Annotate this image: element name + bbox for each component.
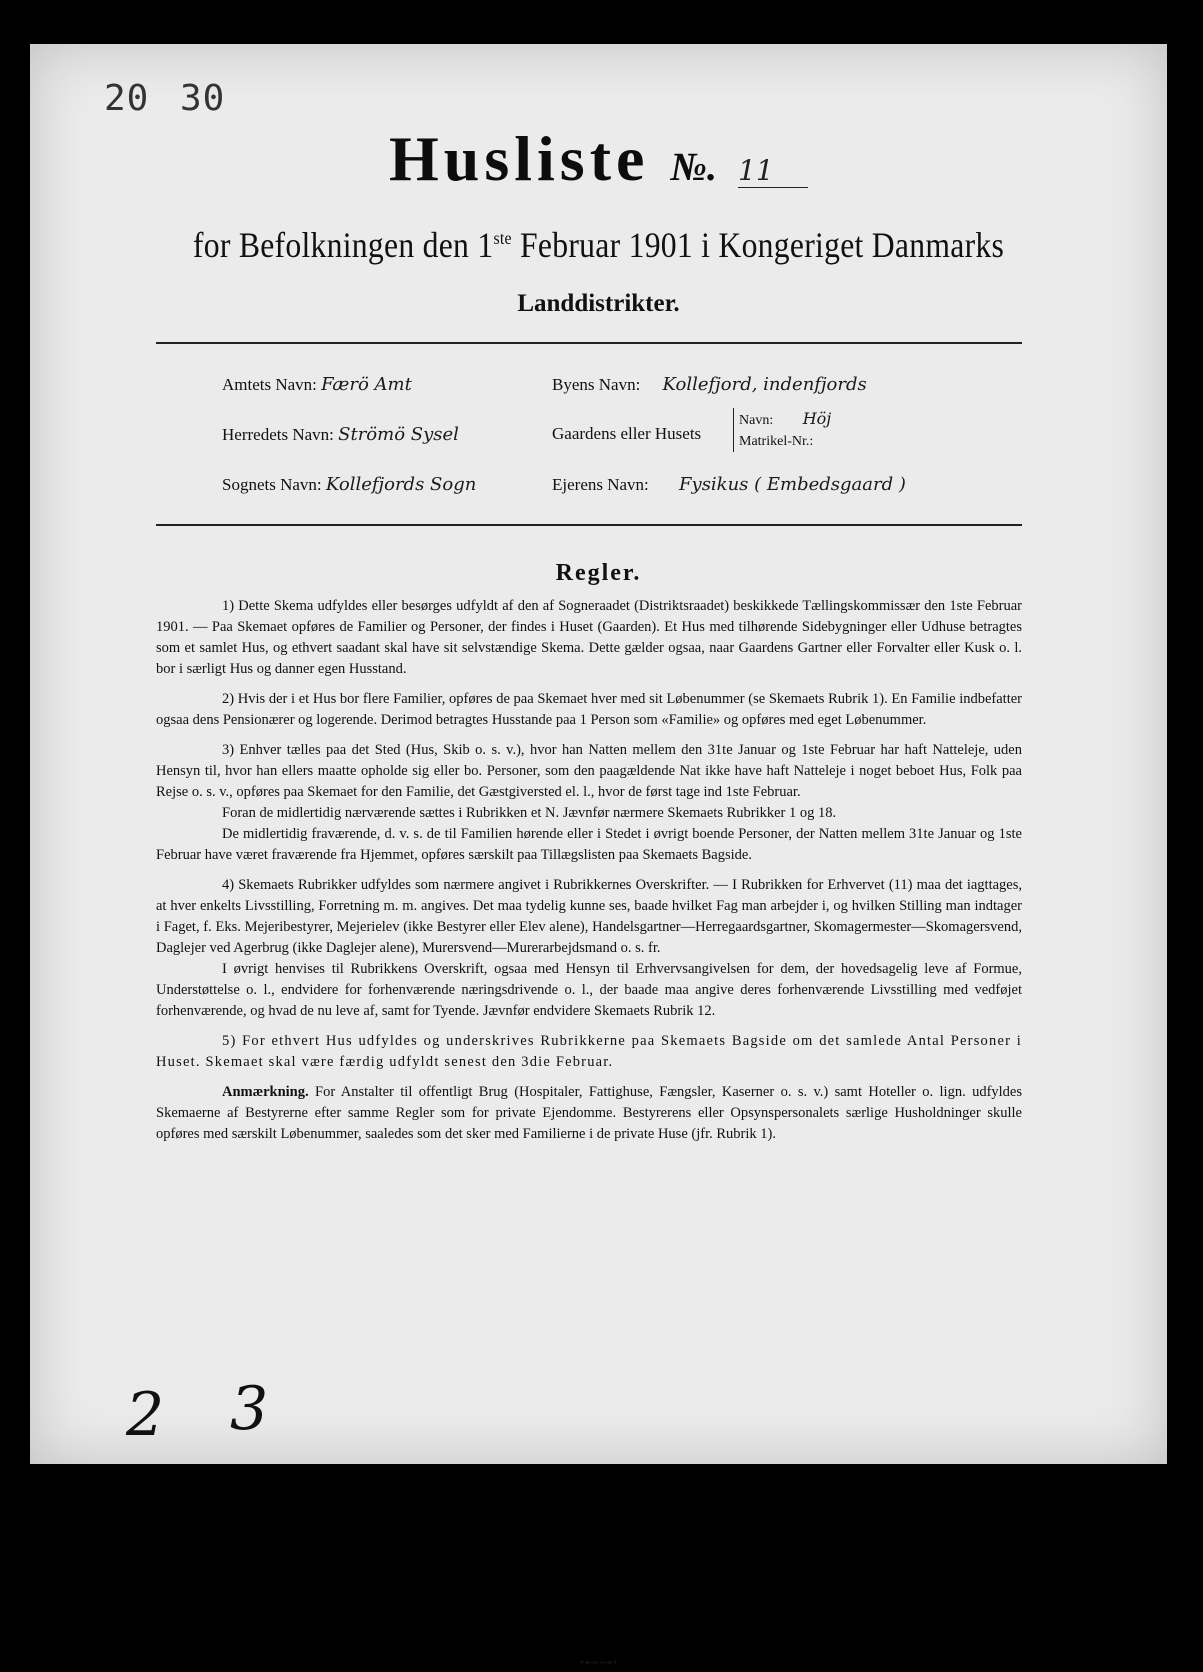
form-title: [30, 122, 1167, 196]
field-gaard-navn: [739, 408, 831, 431]
subtitle-part-1: for Befolkningen den 1: [192, 225, 494, 265]
field-by: [552, 374, 867, 395]
field-ejer-value: Fysikus ( Embedsgaard ): [679, 474, 906, 495]
subtitle-part-2: Februar 1901 i Kongeriget Danmarks: [511, 225, 1005, 265]
field-sogn-label: Sognets Navn:: [222, 475, 322, 494]
subtitle-superscript: ste: [493, 228, 512, 248]
rule-3-cont-2: De midlertidig fraværende, d. v. s. de til Familien hørende eller i Stedet i øvrigt boende Personer, der Natten mellem 31te Januar og 1ste Februar have været fraværende fra Hjemmet, opføres særskilt paa Tillægslisten paa Skemaets Bagside.: [156, 826, 1022, 863]
note: [156, 1082, 1022, 1145]
rule-4-cont: I øvrigt henvises til Rubrikkens Overskrift, ogsaa med Hensyn til Erhvervsangivelsen for dem, der hovedsagelig leve af Formue, Understøttelse o. l., endvidere for forhenværende næringsdrivende o. l., der baade maa angive deres forhenværende Livsstilling med vedføjet forhenværende, og hvad de nu leve af, samt for Tyende. Jævnfør endvidere Skemaets Rubrik 12.: [156, 961, 1022, 1019]
form-district-type: Landdistrikter.: [517, 290, 680, 317]
census-form-page: [30, 44, 1167, 1671]
rule-4: 4) Skemaets Rubrikker udfyldes som nærmere angivet i Rubrikkernes Overskrifter. — I Rubrikken for Erhvervet (11) maa det iagttages, at hver enkelts Livsstilling, Forretning m. m. angives. Det maa tydelig kunne ses, baade hvilket Fag man arbejder i, og hvilken Stilling man indtager i Faget, f. Eks. Mejeribestyrer, Mejerielev (ikke Bestyrer eller Elev alene), Handelsgartner—Herregaardsgartner, Skomagermester—Skomagersvend, Daglejer ved Agerbrug (ikke Daglejer alene), Murersvend—Murerarbejdsmand o. s. fr.: [156, 877, 1022, 956]
field-herred-label: Herredets Navn:: [222, 425, 334, 444]
handwritten-house-number: 11: [738, 154, 808, 188]
note-label: Anmærkning.: [222, 1084, 309, 1100]
field-gaard-matrikel-label: Matrikel-Nr.:: [739, 434, 814, 449]
rule-1: 1) Dette Skema udfyldes eller besørges udfyldt af den af Sogneraadet (Distriktsraadet) beskikkede Tællingskommissær den 1ste Februar 1901. — Paa Skemaet opføres de Familier og Personer, der findes i Huset (Gaarden). Et Hus med tilhørende Sidebygninger eller Udhuse betragtes som et samlet Hus, og ethvert saadant skal have sit selvstændige Skema. Dette gælder ogsaa, naar Gaardens Gartner eller Forvalter eller Kusk o. l. bor i særligt Hus og danner egen Husstand.: [156, 598, 1022, 677]
field-amt: [222, 374, 412, 395]
number-label: №.: [670, 144, 718, 189]
rule-3-cont-1: Foran de midlertidig nærværende sættes i Rubrikken et N. Jævnfør nærmere Skemaets Rubrikker 1 og 18.: [222, 805, 837, 821]
divider-middle: [156, 524, 1022, 526]
field-sogn-value: Kollefjords Sogn: [325, 474, 477, 495]
field-ejer-label: Ejerens Navn:: [552, 475, 649, 494]
form-subtitle: [98, 224, 1099, 266]
field-gaard-navn-label: Navn:: [739, 413, 774, 428]
field-by-label: Byens Navn:: [552, 375, 641, 394]
field-gaard-navn-value: Höj: [802, 409, 832, 428]
field-gaard: [552, 424, 701, 444]
divider-top: [156, 342, 1022, 344]
field-gaard-subfields: [733, 408, 831, 452]
field-ejer: [552, 474, 906, 495]
handwritten-bottom-2: 3: [230, 1374, 269, 1444]
field-herred: [222, 424, 459, 445]
field-gaard-label: Gaardens eller Husets: [552, 424, 702, 443]
title-text: Husliste: [388, 123, 650, 194]
field-amt-value: Færö Amt: [321, 374, 412, 395]
field-sogn: [222, 474, 476, 495]
field-gaard-matrikel: [739, 431, 831, 452]
rules-body: [156, 596, 1022, 1154]
rule-2: 2) Hvis der i et Hus bor flere Familier, opføres de paa Skemaet hver med sit Løbenummer (se Skemaets Rubrik 1). En Familie indbefatter ogsaa dens Pensionærer og logerende. Derimod betragtes Husstande paa 1 Person som «Familie» og opføres med eget Løbenummer.: [156, 691, 1022, 728]
field-herred-value: Strömö Sysel: [338, 424, 459, 445]
field-by-value: Kollefjord, indenfjords: [662, 374, 867, 395]
rule-5: 5) For ethvert Hus udfyldes og underskrives Rubrikkerne paa Skemaets Bagside om det samlede Antal Personer i Huset. Skemaet skal være færdig udfyldt senest den 3die Februar.: [156, 1033, 1022, 1070]
rules-heading: Regler.: [555, 560, 642, 586]
stamp-number-left: 20: [104, 78, 150, 119]
handwritten-bottom-1: 2: [126, 1380, 165, 1450]
stamp-number-right: 30: [180, 78, 226, 119]
note-text: For Anstalter til offentligt Brug (Hospitaler, Fattighuse, Fængsler, Kaserner o. s. v.) samt Hoteller o. lign. udfyldes Skemaerne af Bestyrerne efter samme Regler som for private Ejendomme. Bestyrerens eller Opsynspersonalets særlige Husholdninger skulle opføres med særskilt Løbenummer, saaledes som det sker med Familierne i de private Huse (jfr. Rubrik 1).: [156, 1084, 1023, 1142]
ornament: •⊷⊶•: [579, 1656, 618, 1671]
field-amt-label: Amtets Navn:: [222, 375, 317, 394]
rule-3: 3) Enhver tælles paa det Sted (Hus, Skib o. s. v.), hvor han Natten mellem den 31te Januar og 1ste Februar har haft Natteleje, uden Hensyn til, hvor han ellers maatte opholde sig eller bo. Personer, som den paagældende Nat ikke have haft Natteleje i noget beboet Hus, Folk paa Rejse o. s. v., opføres paa Skemaet for den Familie, det Gæstgiversted el. l., hvor de først tage ind 1ste Februar.: [156, 742, 1022, 800]
